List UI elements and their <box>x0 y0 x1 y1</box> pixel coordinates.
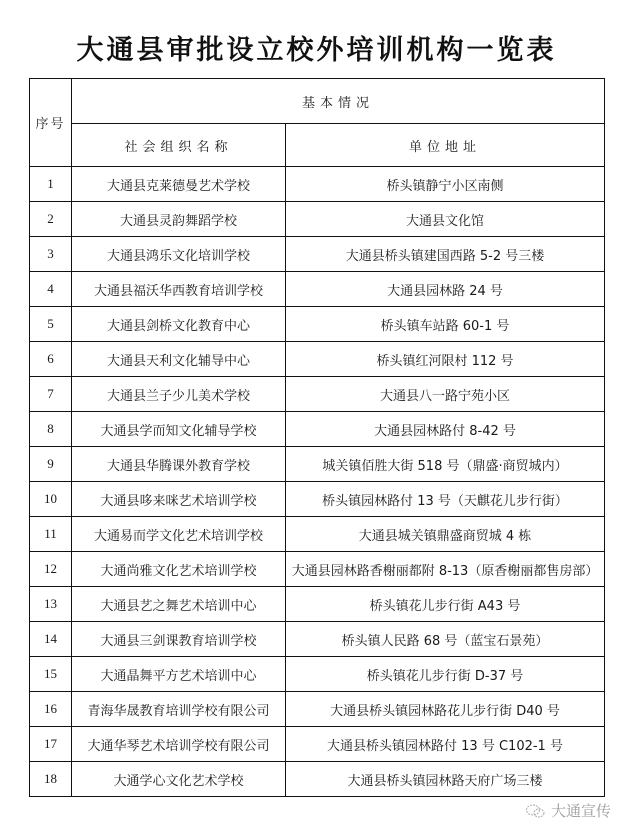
org-name-cell: 大通县克莱德曼艺术学校 <box>72 167 286 202</box>
row-number: 17 <box>30 727 72 762</box>
org-name-cell: 大通县哆来咪艺术培训学校 <box>72 482 286 517</box>
header-seq: 序号 <box>30 79 72 167</box>
org-name-cell: 大通县天利文化辅导中心 <box>72 342 286 377</box>
address-cell: 大通县园林路 24 号 <box>286 272 605 307</box>
org-name-cell: 大通尚雅文化艺术培训学校 <box>72 552 286 587</box>
table-row <box>30 552 605 587</box>
table-row <box>30 587 605 622</box>
address-cell: 桥头镇车站路 60-1 号 <box>286 307 605 342</box>
org-name-cell: 青海华晟教育培训学校有限公司 <box>72 692 286 727</box>
row-number: 15 <box>30 657 72 692</box>
address-cell: 大通县城关镇鼎盛商贸城 4 栋 <box>286 517 605 552</box>
row-number: 14 <box>30 622 72 657</box>
row-number: 13 <box>30 587 72 622</box>
org-name-cell: 大通县兰子少儿美术学校 <box>72 377 286 412</box>
row-number: 6 <box>30 342 72 377</box>
row-number: 12 <box>30 552 72 587</box>
table-row <box>30 692 605 727</box>
row-number: 7 <box>30 377 72 412</box>
address-cell: 桥头镇红河限村 112 号 <box>286 342 605 377</box>
table-row <box>30 447 605 482</box>
row-number: 2 <box>30 202 72 237</box>
institutions-table <box>29 78 605 797</box>
header-row-group <box>30 79 605 124</box>
address-cell: 桥头镇花儿步行街 D-37 号 <box>286 657 605 692</box>
org-name-cell: 大通县鸿乐文化培训学校 <box>72 237 286 272</box>
table-row <box>30 307 605 342</box>
table-row <box>30 202 605 237</box>
address-cell: 大通县园林路付 8-42 号 <box>286 412 605 447</box>
row-number: 11 <box>30 517 72 552</box>
org-name-cell: 大通县福沃华西教育培训学校 <box>72 272 286 307</box>
page-title: 大通县审批设立校外培训机构一览表 <box>76 35 557 66</box>
table-row <box>30 237 605 272</box>
org-name-cell: 大通学心文化艺术学校 <box>72 762 286 797</box>
org-name-cell: 大通晶舞平方艺术培训中心 <box>72 657 286 692</box>
address-cell: 大通县园林路香榭丽都附 8-13（原香榭丽都售房部） <box>286 552 605 587</box>
wechat-icon <box>525 803 547 819</box>
table-row <box>30 167 605 202</box>
table-row <box>30 342 605 377</box>
address-cell: 大通县八一路宁苑小区 <box>286 377 605 412</box>
address-cell: 桥头镇园林路付 13 号（天麒花儿步行街） <box>286 482 605 517</box>
table-row <box>30 412 605 447</box>
org-name-cell: 大通华琴艺术培训学校有限公司 <box>72 727 286 762</box>
table-row <box>30 657 605 692</box>
row-number: 9 <box>30 447 72 482</box>
table-row <box>30 377 605 412</box>
row-number: 4 <box>30 272 72 307</box>
org-name-cell: 大通县灵韵舞蹈学校 <box>72 202 286 237</box>
header-row-columns <box>30 124 605 167</box>
org-name-cell: 大通易而学文化艺术培训学校 <box>72 517 286 552</box>
table-row <box>30 272 605 307</box>
org-name-cell: 大通县华腾课外教育学校 <box>72 447 286 482</box>
table-row <box>30 482 605 517</box>
table-row <box>30 517 605 552</box>
table-row <box>30 762 605 797</box>
header-address: 单位地址 <box>286 124 605 167</box>
watermark-text: 大通宣传 <box>551 802 612 820</box>
row-number: 8 <box>30 412 72 447</box>
address-cell: 桥头镇人民路 68 号（蓝宝石景苑） <box>286 622 605 657</box>
address-cell: 桥头镇花儿步行街 A43 号 <box>286 587 605 622</box>
watermark <box>525 800 611 821</box>
row-number: 10 <box>30 482 72 517</box>
row-number: 18 <box>30 762 72 797</box>
table-row <box>30 727 605 762</box>
row-number: 3 <box>30 237 72 272</box>
table-row <box>30 622 605 657</box>
row-number: 1 <box>30 167 72 202</box>
address-cell: 大通县文化馆 <box>286 202 605 237</box>
org-name-cell: 大通县学而知文化辅导学校 <box>72 412 286 447</box>
address-cell: 大通县桥头镇园林路付 13 号 C102-1 号 <box>286 727 605 762</box>
address-cell: 城关镇佰胜大街 518 号（鼎盛·商贸城内） <box>286 447 605 482</box>
address-cell: 桥头镇静宁小区南侧 <box>286 167 605 202</box>
header-org-name: 社会组织名称 <box>72 124 286 167</box>
row-number: 5 <box>30 307 72 342</box>
org-name-cell: 大通县艺之舞艺术培训中心 <box>72 587 286 622</box>
org-name-cell: 大通县三剑课教育培训学校 <box>72 622 286 657</box>
address-cell: 大通县桥头镇园林路天府广场三楼 <box>286 762 605 797</box>
address-cell: 大通县桥头镇园林路花儿步行街 D40 号 <box>286 692 605 727</box>
address-cell: 大通县桥头镇建国西路 5-2 号三楼 <box>286 237 605 272</box>
header-basic-info: 基本情况 <box>72 79 605 124</box>
row-number: 16 <box>30 692 72 727</box>
org-name-cell: 大通县剑桥文化教育中心 <box>72 307 286 342</box>
